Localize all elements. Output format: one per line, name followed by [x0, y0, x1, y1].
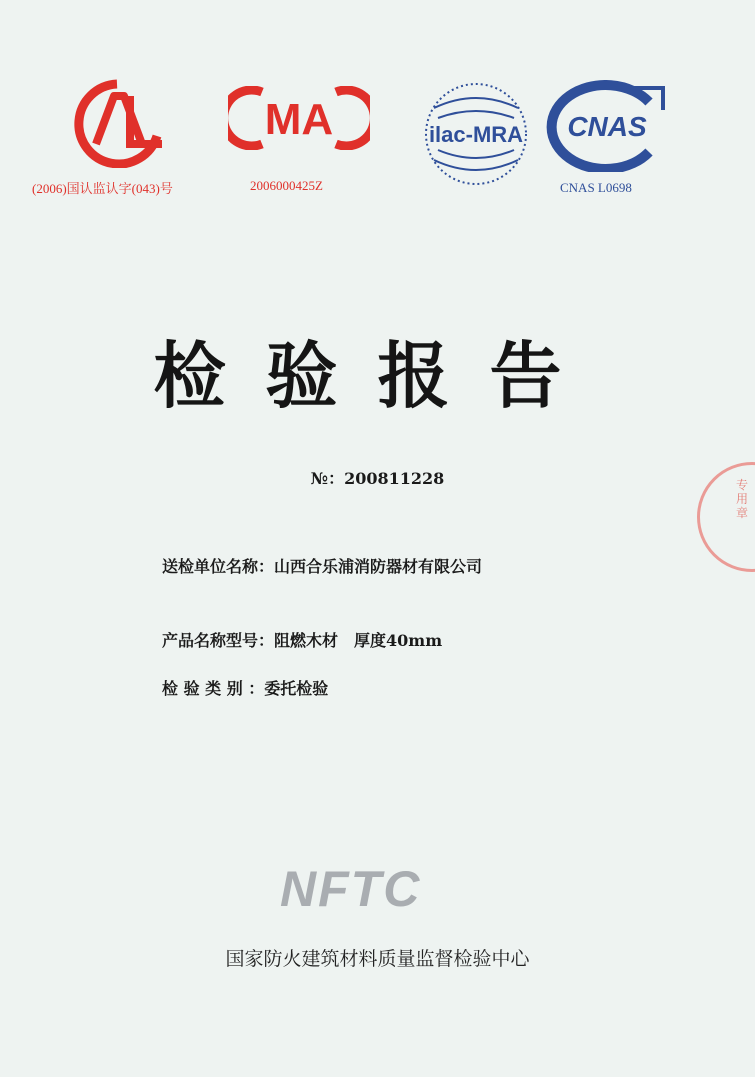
category-label: 检 验 类 别 ： [162, 679, 265, 698]
report-title: 检验报告 [153, 334, 602, 418]
info-row-client [162, 554, 482, 577]
cnas-logo-text: CNAS [567, 111, 647, 142]
cal-logo [58, 78, 176, 168]
info-row-category [162, 676, 328, 699]
organization-name: 国家防火建筑材料质量监督检验中心 [225, 948, 530, 970]
cnas-caption: CNAS L0698 [560, 180, 632, 195]
client-value: 山西合乐浦消防器材有限公司 [274, 557, 483, 576]
report-number: №：200811228 [310, 469, 445, 488]
nftc-brand: NFTC [280, 861, 422, 917]
info-row-product [162, 628, 442, 651]
ilac-globe-icon [418, 78, 534, 190]
cal-caption: (2006)国认监认字(043)号 [32, 181, 173, 196]
client-label: 送检单位名称： [162, 557, 275, 576]
cnas-logo-icon [545, 80, 670, 172]
category-value: 委托检验 [264, 679, 329, 698]
product-value: 阻燃木材 厚度40mm [274, 631, 443, 650]
seal-text: 专用章 [735, 478, 748, 520]
cma-logo-text: MA [264, 95, 334, 144]
ilac-logo-text: ilac-MRA [428, 122, 524, 147]
ilac-mra-logo [418, 78, 534, 190]
product-label: 产品名称型号： [162, 631, 275, 650]
cnas-logo [545, 80, 670, 172]
cma-caption: 2006000425Z [250, 178, 323, 193]
cal-logo-icon [58, 78, 176, 168]
cma-logo-icon [228, 86, 370, 150]
cma-logo [228, 86, 370, 150]
